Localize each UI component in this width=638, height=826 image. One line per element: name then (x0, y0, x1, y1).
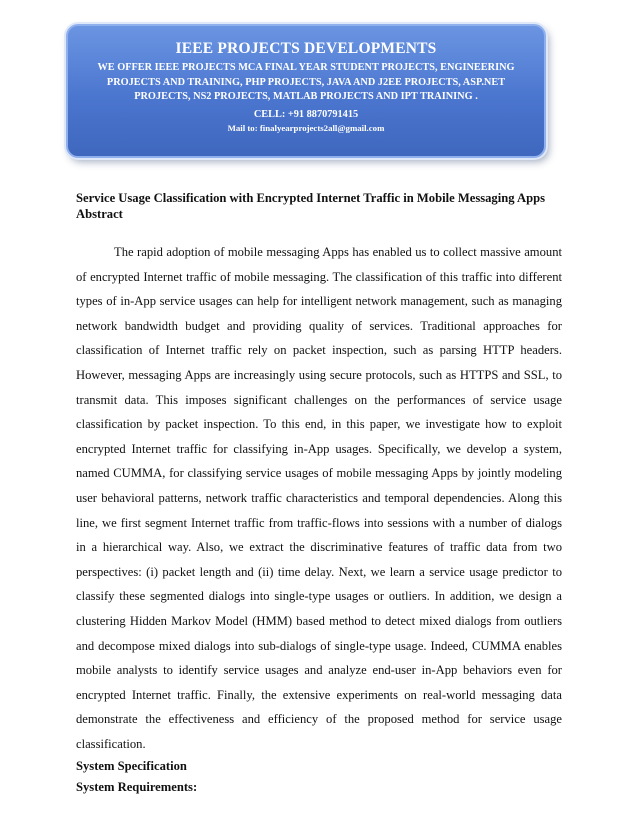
paper-title: Service Usage Classification with Encrypted Internet Traffic in Mobile Messaging Apps (76, 191, 545, 205)
system-requirements-heading: System Requirements: (76, 780, 198, 795)
banner-title: IEEE PROJECTS DEVELOPMENTS (175, 40, 437, 57)
banner-services-text: WE OFFER IEEE PROJECTS MCA FINAL YEAR STUDENT PROJECTS, ENGINEERING PROJECTS AND TRAINING, PHP PROJECTS, JAVA AND J2EE PROJECTS, ASP.NET PROJECTS, NS2 PROJECTS, MATLAB PROJECTS AND IPT TRAINING . (97, 62, 515, 102)
abstract-body: The rapid adoption of mobile messaging Apps has enabled us to collect massive amount of encrypted Internet traffic of mobile messaging. The classification of this traffic into different types of in-App service usages can help for intelligent network management, such as managing network bandwidth budget and providing quality of services. Traditional approaches for classification of Internet traffic rely on packet inspection, such as parsing HTTP headers. However, messaging Apps are increasingly using secure protocols, such as HTTPS and SSL, to transmit data. This imposes significant challenges on the performances of service usage classification by packet inspection. To this end, in this paper, we investigate how to exploit encrypted Internet traffic for classifying in-App usages. Specifically, we develop a system, named CUMMA, for classifying service usages of mobile messaging Apps by jointly modeling user behavioral patterns, network traffic characteristics and temporal dependencies. Along this line, we first segment Internet traffic from traffic-flows into sessions with a number of dialogs in a hierarchical way. Also, we extract the discriminative features of traffic data from two perspectives: (i) packet length and (ii) time delay. Next, we learn a service usage predictor to classify these segmented dialogs into single-type usages or outliers. In addition, we design a clustering Hidden Markov Model (HMM) based method to detect mixed dialogs from outliers and decompose mixed dialogs into sub-dialogs of single-type usage. Indeed, CUMMA enables mobile analysts to identify service usages and analyze end-user in-App behaviors even for encrypted Internet traffic. Finally, the extensive experiments on real-world messaging data demonstrate the effectiveness and efficiency of the proposed method for service usage classification. (76, 245, 562, 751)
banner-phone: CELL: +91 8870791415 (253, 108, 359, 120)
system-specification-heading: System Specification (76, 759, 187, 774)
banner-box (66, 24, 546, 158)
header-banner (52, 12, 554, 164)
abstract-heading: Abstract (76, 207, 123, 221)
banner-email: Mail to: finalyearprojects2all@gmail.com (227, 123, 385, 133)
document-content (76, 190, 562, 798)
